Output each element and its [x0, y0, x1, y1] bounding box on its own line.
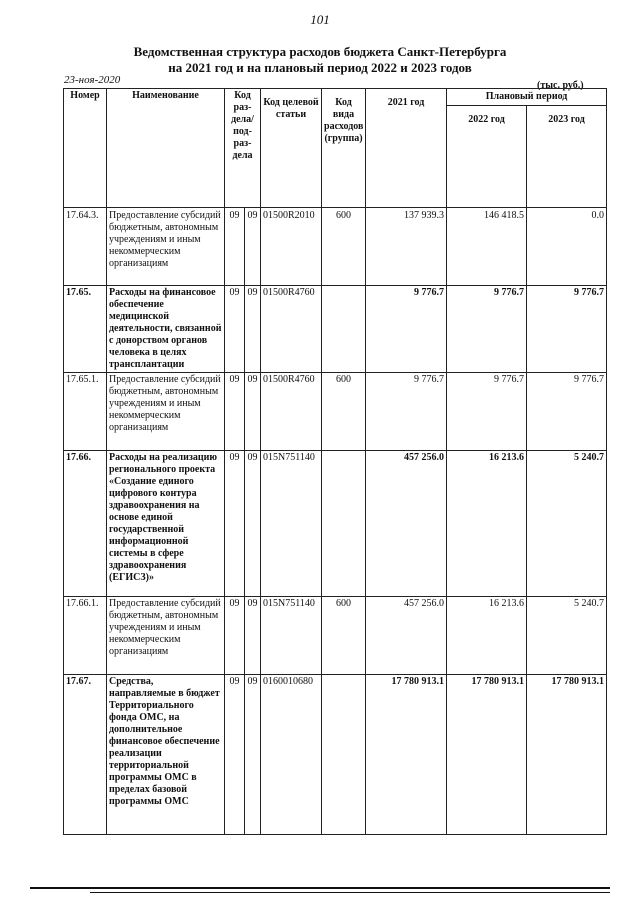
row-section: 09 — [225, 286, 245, 373]
footer-rule-thin — [90, 892, 610, 893]
row-value-2021: 457 256.0 — [366, 597, 447, 675]
row-value-2022: 9 776.7 — [447, 373, 527, 451]
row-subsection: 09 — [245, 675, 261, 835]
row-target-code: 015N751140 — [261, 451, 322, 597]
row-name: Предоставление субсидий бюджетным, автономным учреждениям и иным некоммерческим организациям — [107, 373, 225, 451]
unit-label: (тыс. руб.) — [537, 80, 584, 91]
title-line-2: на 2021 год и на плановый период 2022 и 2023 годов — [168, 60, 472, 75]
footer-rule — [30, 887, 610, 889]
row-value-2023: 0.0 — [527, 208, 607, 286]
row-expense-type — [322, 451, 366, 597]
row-target-code: 01500R4760 — [261, 373, 322, 451]
table-body — [64, 208, 607, 835]
row-target-code: 01500R4760 — [261, 286, 322, 373]
row-subsection: 09 — [245, 597, 261, 675]
row-value-2022: 16 213.6 — [447, 451, 527, 597]
row-value-2023: 5 240.7 — [527, 451, 607, 597]
row-target-code: 015N751140 — [261, 597, 322, 675]
header-number: Номер — [64, 89, 107, 208]
row-name: Расходы на реализацию регионального проекта «Создание единого цифрового контура здравоохранения на основе единой государственной информационной системы в сфере здравоохранения (ЕГИСЗ)» — [107, 451, 225, 597]
table-row — [64, 675, 607, 835]
row-value-2023: 5 240.7 — [527, 597, 607, 675]
row-section: 09 — [225, 373, 245, 451]
document-title — [0, 44, 640, 76]
table-row — [64, 208, 607, 286]
row-target-code: 01500R2010 — [261, 208, 322, 286]
document-date: 23-ноя-2020 — [64, 74, 121, 86]
row-expense-type: 600 — [322, 597, 366, 675]
row-expense-type: 600 — [322, 373, 366, 451]
row-value-2021: 9 776.7 — [366, 286, 447, 373]
row-value-2023: 9 776.7 — [527, 286, 607, 373]
row-subsection: 09 — [245, 373, 261, 451]
header-year-2023: 2023 год — [527, 106, 607, 208]
row-number: 17.65. — [64, 286, 107, 373]
row-number: 17.67. — [64, 675, 107, 835]
row-number: 17.66.1. — [64, 597, 107, 675]
table-row — [64, 597, 607, 675]
header-year-2021: 2021 год — [366, 89, 447, 208]
row-target-code: 0160010680 — [261, 675, 322, 835]
row-name: Предоставление субсидий бюджетным, автономным учреждениям и иным некоммерческим организациям — [107, 597, 225, 675]
row-subsection: 09 — [245, 451, 261, 597]
row-name: Предоставление субсидий бюджетным, автономным учреждениям и иным некоммерческим организациям — [107, 208, 225, 286]
row-number: 17.64.3. — [64, 208, 107, 286]
row-value-2021: 9 776.7 — [366, 373, 447, 451]
row-expense-type — [322, 675, 366, 835]
row-name: Расходы на финансовое обеспечение медицинской деятельности, связанной с донорством органов человека в целях трансплантации — [107, 286, 225, 373]
row-section: 09 — [225, 675, 245, 835]
row-value-2023: 9 776.7 — [527, 373, 607, 451]
row-value-2023: 17 780 913.1 — [527, 675, 607, 835]
row-value-2022: 16 213.6 — [447, 597, 527, 675]
row-value-2021: 17 780 913.1 — [366, 675, 447, 835]
row-value-2021: 137 939.3 — [366, 208, 447, 286]
table-row — [64, 451, 607, 597]
row-number: 17.66. — [64, 451, 107, 597]
budget-table — [63, 88, 607, 835]
row-value-2022: 146 418.5 — [447, 208, 527, 286]
row-value-2021: 457 256.0 — [366, 451, 447, 597]
table-row — [64, 373, 607, 451]
title-line-1: Ведомственная структура расходов бюджета Санкт-Петербурга — [133, 44, 507, 59]
row-value-2022: 9 776.7 — [447, 286, 527, 373]
header-target-code: Код целевой статьи — [261, 89, 322, 208]
row-section: 09 — [225, 597, 245, 675]
row-subsection: 09 — [245, 208, 261, 286]
header-section-code: Код раз- дела/ под- раз- дела — [225, 89, 261, 208]
row-name: Средства, направляемые в бюджет Территориального фонда ОМС, на дополнительное финансовое обеспечение реализации территориальной программы ОМС в пределах базовой программы ОМС — [107, 675, 225, 835]
header-year-2022: 2022 год — [447, 106, 527, 208]
row-section: 09 — [225, 451, 245, 597]
row-expense-type — [322, 286, 366, 373]
row-value-2022: 17 780 913.1 — [447, 675, 527, 835]
row-section: 09 — [225, 208, 245, 286]
row-expense-type: 600 — [322, 208, 366, 286]
table-row — [64, 286, 607, 373]
row-subsection: 09 — [245, 286, 261, 373]
row-number: 17.65.1. — [64, 373, 107, 451]
page-number: 101 — [310, 12, 330, 27]
header-planned-period: Плановый период — [447, 89, 607, 106]
header-expense-type-code: Код вида расходов (группа) — [322, 89, 366, 208]
header-name: Наименование — [107, 89, 225, 208]
